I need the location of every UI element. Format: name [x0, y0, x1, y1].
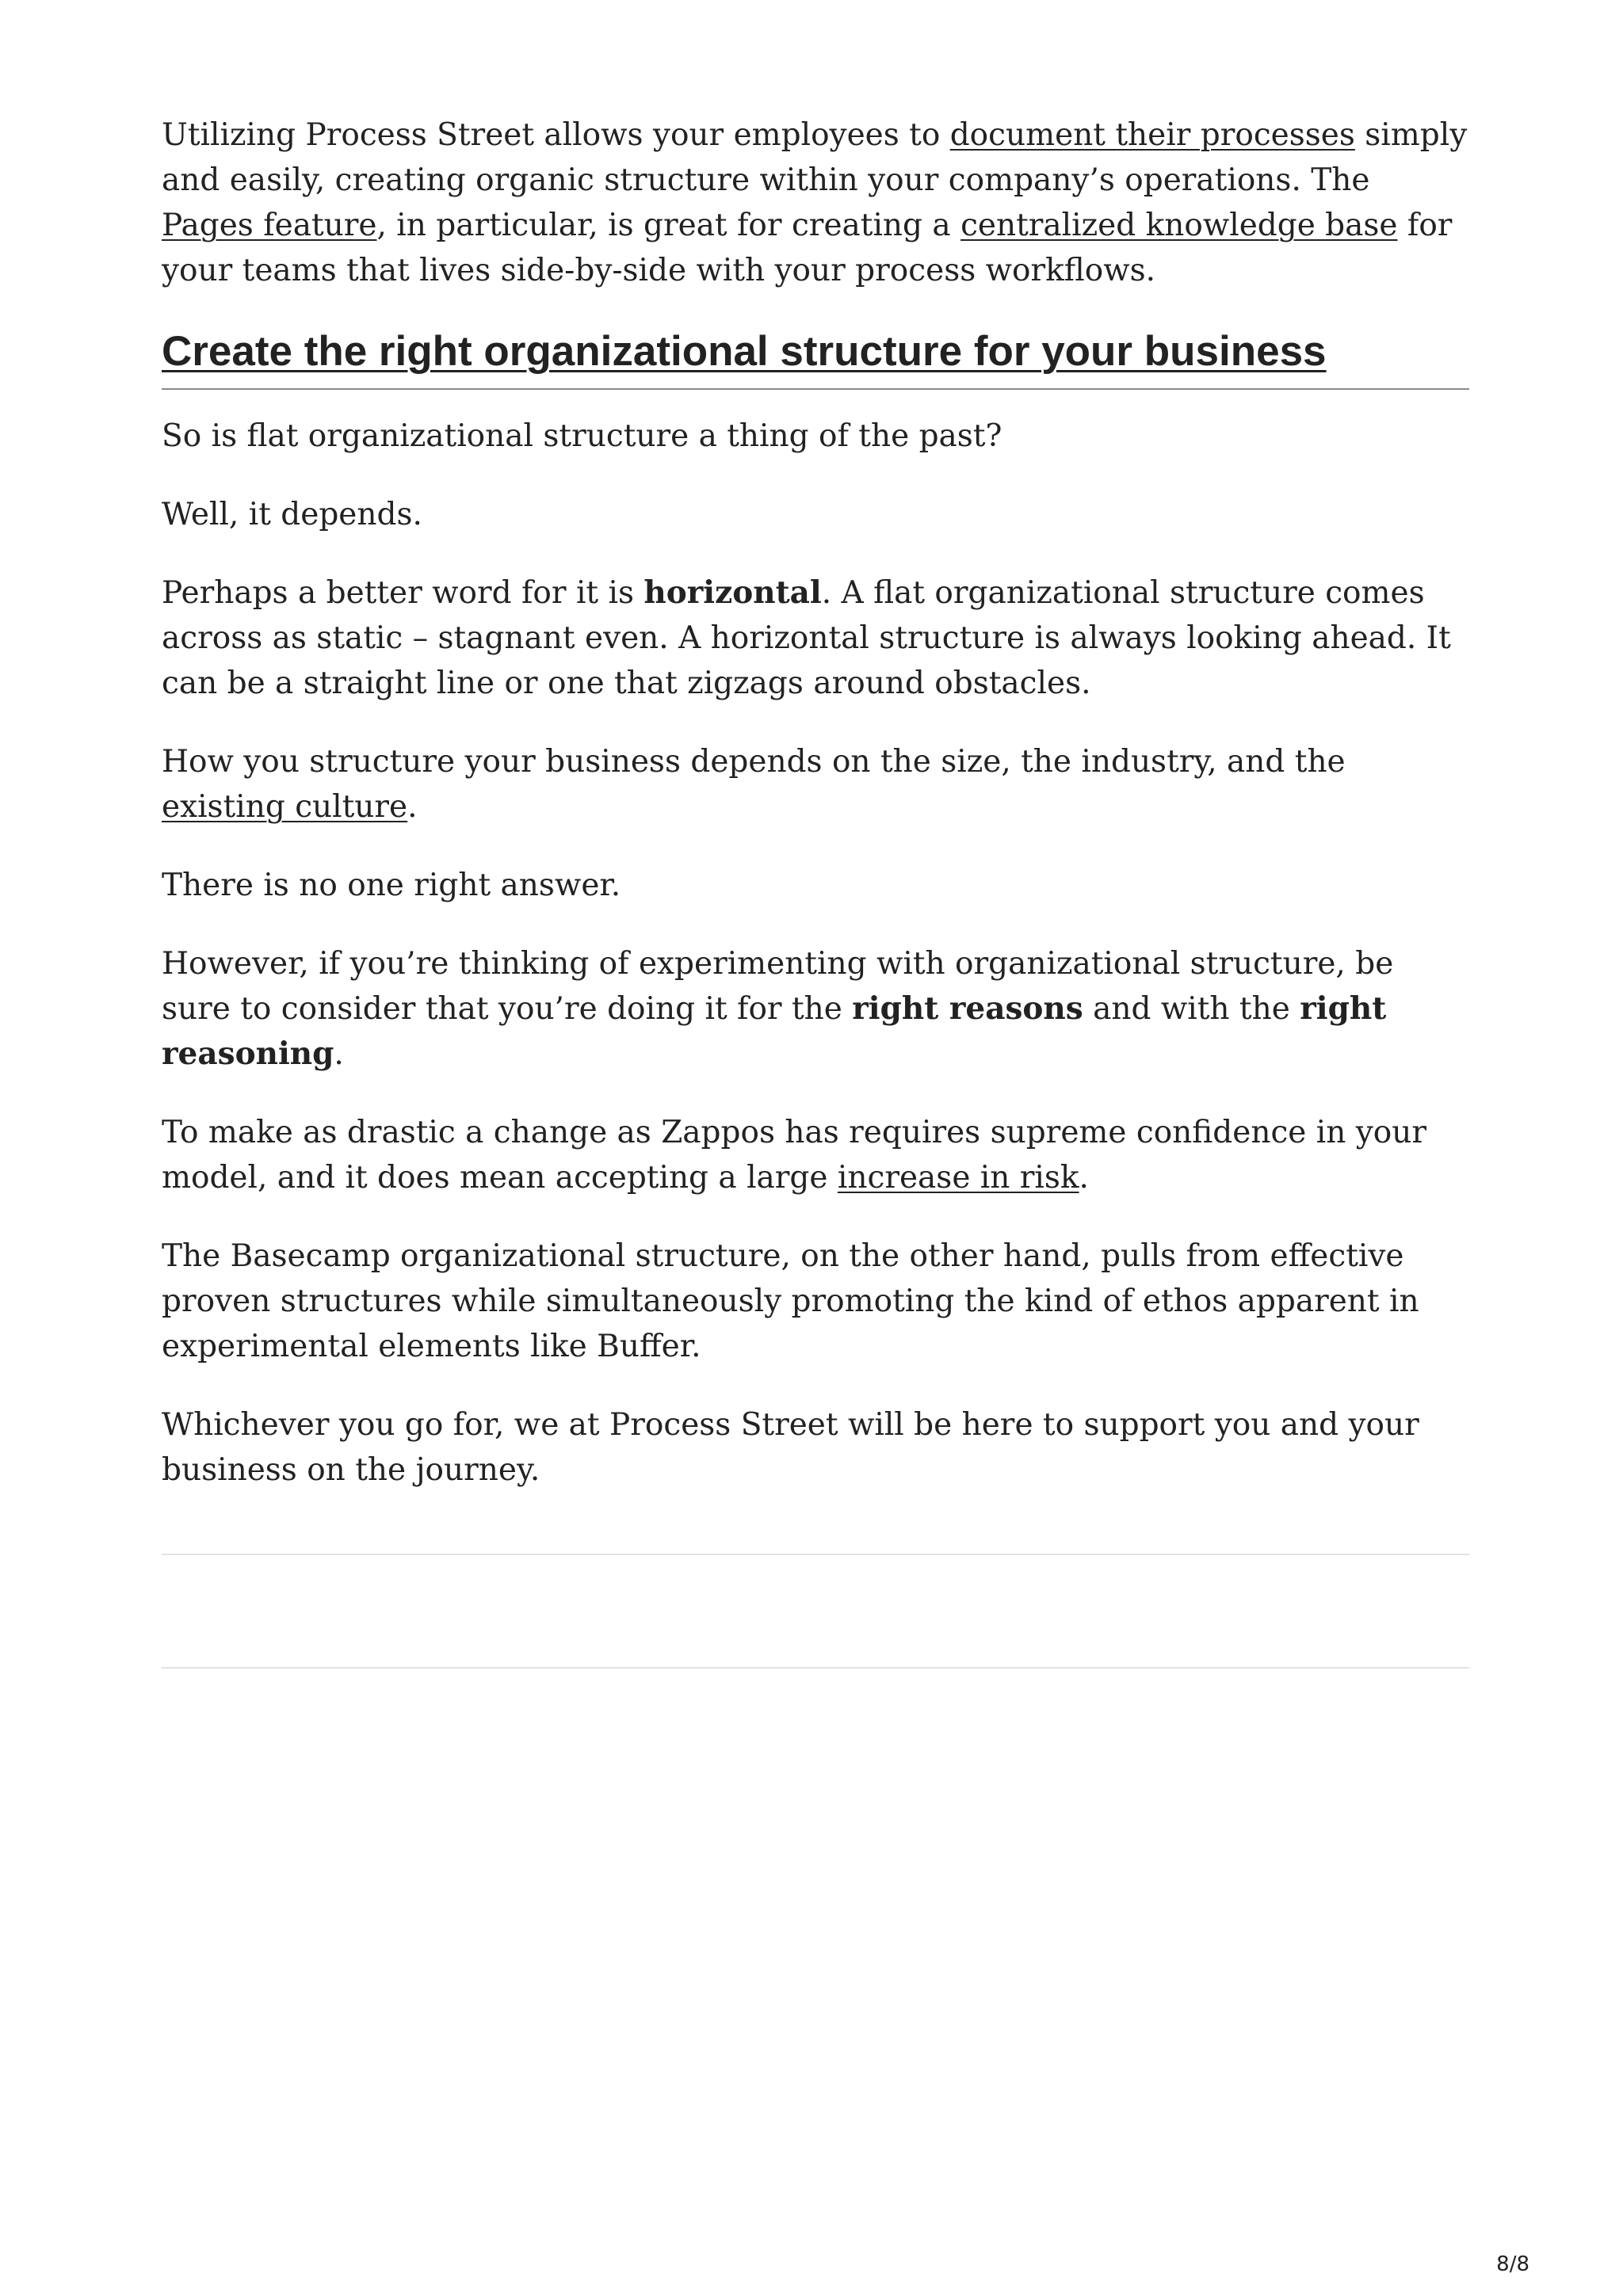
link-knowledge-base[interactable]: centralized knowledge base [960, 208, 1398, 243]
bold-right-reasoning: right reasoning [162, 990, 1387, 1072]
section-heading [162, 326, 1469, 390]
paragraph-text: . [407, 789, 418, 825]
bold-horizontal: horizontal [643, 574, 822, 611]
paragraph-text: . [334, 1036, 344, 1072]
divider-top [162, 1554, 1469, 1555]
paragraph-text: and with the [1083, 991, 1300, 1027]
paragraph-basecamp: The Basecamp organizational structure, on the other hand, pulls from effective proven structures while simultaneously promoting the kind of ethos apparent in experimental elements like Buffer. [162, 1238, 1419, 1364]
paragraph-it-depends: Well, it depends. [162, 497, 422, 532]
paragraph-text: Utilizing Process Street allows your employees to [162, 117, 950, 153]
link-pages-feature[interactable]: Pages feature [162, 208, 377, 243]
paragraph-text: How you structure your business depends on the size, the industry, and the [162, 744, 1346, 780]
paragraph-text: . [1079, 1160, 1089, 1196]
paragraph-text: simply and easily, creating organic structure within your company’s operations. The [162, 117, 1468, 198]
paragraph-structure-depends [162, 739, 1469, 830]
paragraph-zappos [162, 1110, 1469, 1200]
link-existing-culture[interactable]: existing culture [162, 789, 408, 825]
paragraph-whichever: Whichever you go for, we at Process Street will be here to support you and your business on the journey. [162, 1407, 1419, 1488]
paragraph-text: for your teams that lives side-by-side with your process workflows. [162, 208, 1453, 288]
paragraph-no-right-answer: There is no one right answer. [162, 868, 621, 903]
link-document-processes[interactable]: document their processes [949, 117, 1355, 153]
paragraph-text: . A flat organizational structure comes across as static – stagnant even. A horizontal structure is always looking ahead. It can be a straight line or one that zigzags around obstacles. [162, 575, 1451, 701]
paragraph-text: However, if you’re thinking of experimenting with organizational structure, be sure to consider that you’re doing it for the [162, 946, 1394, 1027]
divider-bottom [162, 1667, 1469, 1669]
section-heading-wrap [162, 326, 1469, 390]
section-heading-link[interactable]: Create the right organizational structure for your business [162, 328, 1327, 375]
link-increase-in-risk[interactable]: increase in risk [837, 1160, 1079, 1196]
paragraph-experimenting [162, 941, 1469, 1077]
paragraph-text: , in particular, is great for creating a [376, 208, 961, 243]
paragraph-horizontal [162, 570, 1469, 706]
article-body [162, 113, 1469, 1526]
paragraph-text: To make as drastic a change as Zappos has requires supreme confidence in your model, and it does mean accepting a large [162, 1115, 1427, 1196]
paragraph-process-street [162, 113, 1469, 293]
paragraph-flat-question: So is flat organizational structure a thing of the past? [162, 418, 1002, 454]
bold-right-reasons: right reasons [852, 990, 1083, 1027]
paragraph-text: Perhaps a better word for it is [162, 575, 644, 611]
page-number: 8/8 [1496, 2252, 1529, 2276]
